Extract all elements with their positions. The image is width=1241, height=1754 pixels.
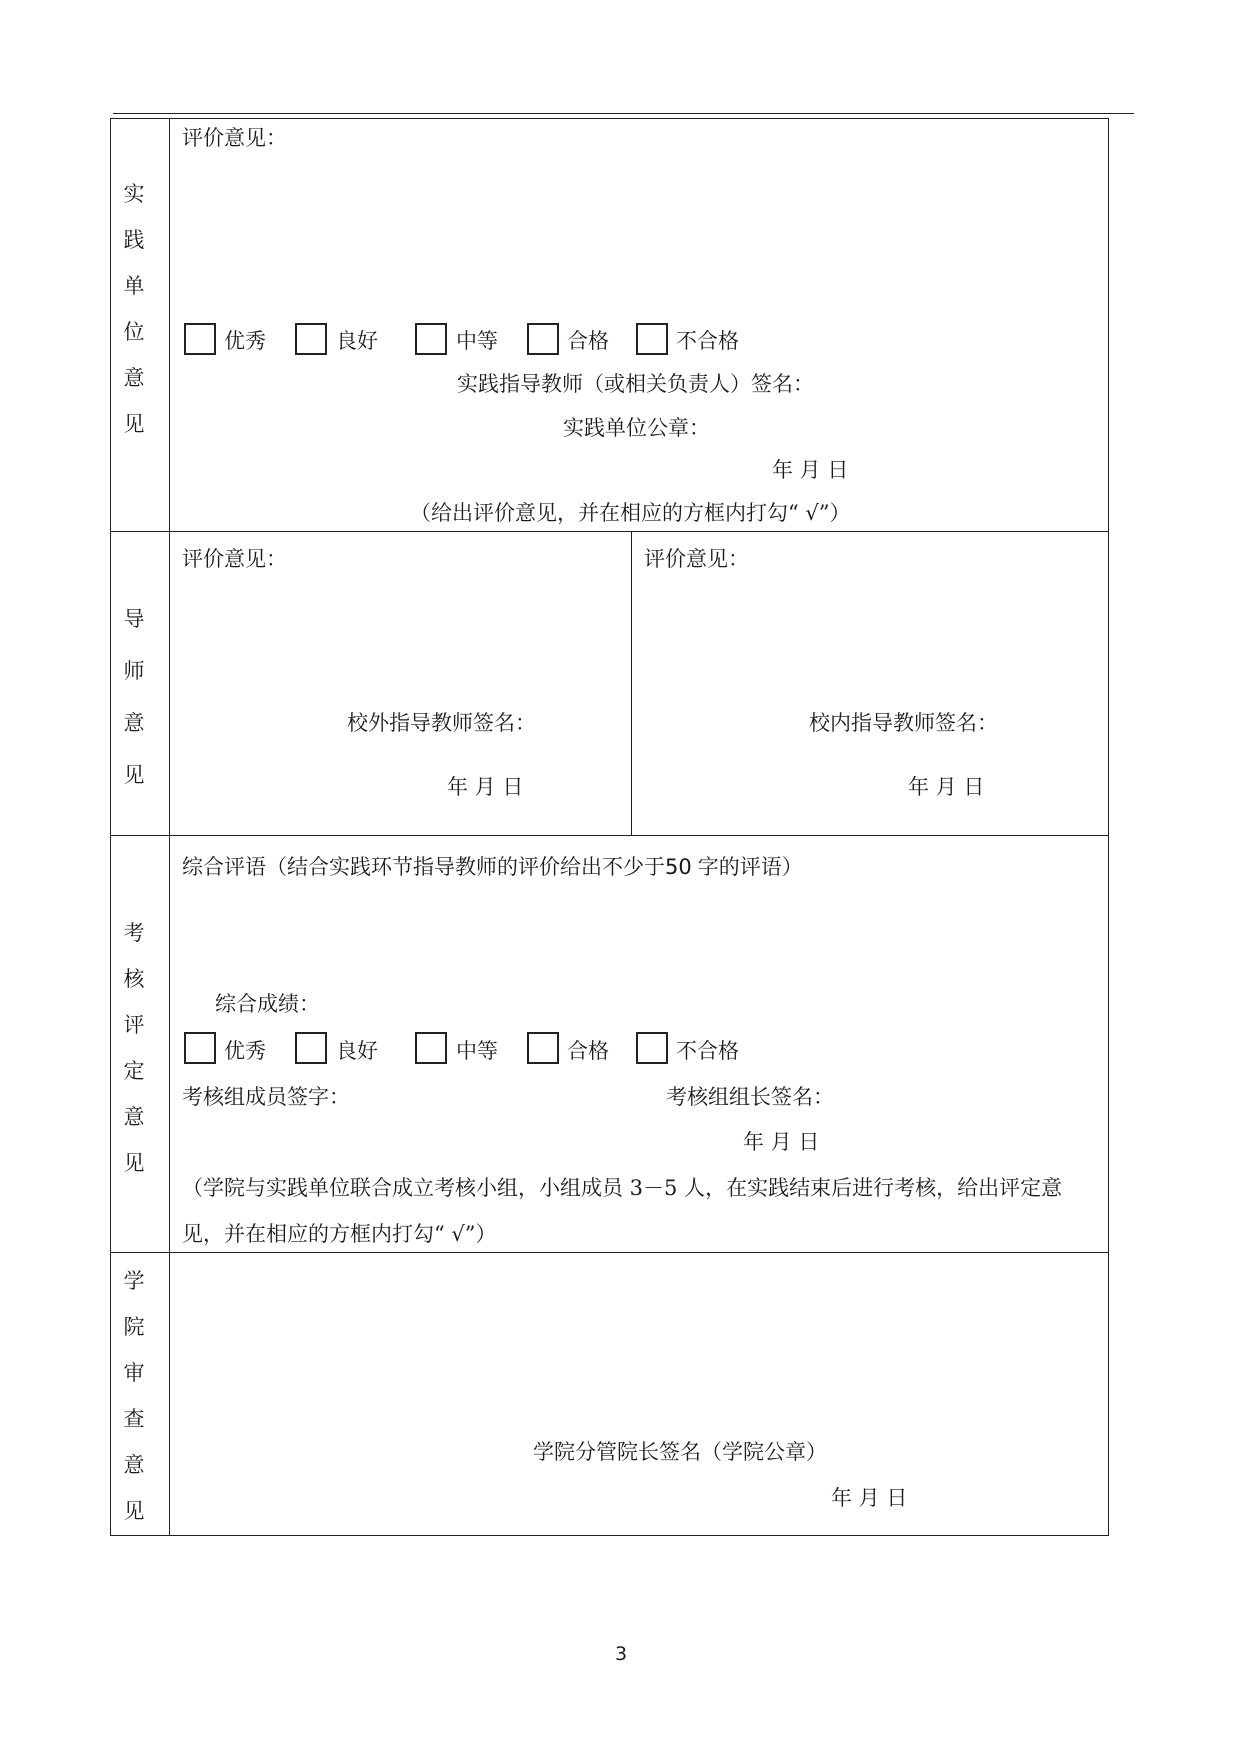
section2-left-signature: 校外指导教师签名： [347, 711, 536, 735]
section4-label-char: 意 [123, 1453, 145, 1477]
section1-note: （给出评价意见，并在相应的方框内打勾“ √”） [410, 501, 851, 525]
section4-signature: 学院分管院长签名（学院公章） [533, 1440, 827, 1464]
section1-label-char: 见 [123, 412, 145, 436]
header-rule [113, 113, 1134, 114]
section3-note-line2: 见，并在相应的方框内打勾“ √”） [182, 1222, 497, 1246]
section3-summary-number: 50 [665, 855, 692, 879]
section3-grade-checkbox-excellent[interactable] [184, 1032, 216, 1064]
row-divider-2 [110, 835, 1109, 836]
section2-right-signature: 校内指导教师签名： [809, 711, 998, 735]
section3-date: 年 月 日 [743, 1130, 820, 1154]
row-divider-1 [110, 531, 1109, 532]
section2-right-date: 年 月 日 [908, 775, 985, 799]
page-number: 3 [615, 1643, 628, 1665]
section3-label-char: 见 [123, 1151, 145, 1175]
section1-grade-checkbox-excellent[interactable] [184, 323, 216, 355]
section4-label-char: 院 [123, 1315, 145, 1339]
section2-label-char: 意 [123, 711, 145, 735]
section3-summary-suffix: 字的评语） [697, 855, 803, 879]
section3-grade-checkbox-fail[interactable] [636, 1032, 668, 1064]
section1-grade-label-pass: 合格 [567, 329, 609, 353]
section3-label-char: 定 [123, 1059, 145, 1083]
section2-left-comment-label: 评价意见： [182, 547, 287, 571]
section3-grade-checkbox-pass[interactable] [527, 1032, 559, 1064]
section3-grade-label-fail: 不合格 [676, 1039, 739, 1063]
section3-leader-signature: 考核组组长签名： [666, 1085, 834, 1109]
section1-grade-label-fail: 不合格 [676, 329, 739, 353]
section1-grade-checkbox-good[interactable] [295, 323, 327, 355]
section1-grade-checkbox-medium[interactable] [415, 323, 447, 355]
table-border-label-divider [169, 118, 170, 1536]
table-border-top [110, 118, 1109, 119]
section3-grade-checkbox-good[interactable] [295, 1032, 327, 1064]
section1-seal-line: 实践单位公章： [563, 416, 710, 440]
section3-overall-grade-label: 综合成绩： [215, 992, 320, 1016]
section2-label-char: 见 [123, 763, 145, 787]
section3-grade-checkbox-medium[interactable] [415, 1032, 447, 1064]
section4-label-char: 学 [123, 1269, 145, 1293]
section1-grade-label-excellent: 优秀 [224, 329, 266, 353]
section1-comment-label: 评价意见： [182, 126, 287, 150]
section3-grade-label-medium: 中等 [456, 1039, 498, 1063]
section3-label-char: 评 [123, 1013, 145, 1037]
section1-grade-checkbox-pass[interactable] [527, 323, 559, 355]
section4-date: 年 月 日 [831, 1486, 908, 1510]
section3-note-line1: （学院与实践单位联合成立考核小组，小组成员 3－5 人，在实践结束后进行考核，给出评定意 [182, 1176, 1063, 1200]
section2-label-char: 导 [123, 607, 145, 631]
section3-label-char: 意 [123, 1105, 145, 1129]
section1-label-char: 践 [123, 228, 145, 252]
section1-signature-line: 实践指导教师（或相关负责人）签名： [457, 372, 814, 396]
section3-summary-heading [182, 857, 803, 878]
row-divider-3 [110, 1252, 1109, 1253]
section1-grade-label-medium: 中等 [456, 329, 498, 353]
section3-grade-label-good: 良好 [336, 1039, 378, 1063]
section3-members-signature: 考核组成员签字： [182, 1085, 350, 1109]
section1-grade-label-good: 良好 [336, 329, 378, 353]
section4-label-char: 见 [123, 1499, 145, 1523]
table-border-right [1108, 118, 1109, 1536]
section4-label-char: 审 [123, 1361, 145, 1385]
section2-left-date: 年 月 日 [447, 775, 524, 799]
section4-label-char: 查 [123, 1407, 145, 1431]
section1-label-char: 意 [123, 366, 145, 390]
section1-label-char: 位 [123, 320, 145, 344]
section3-grade-label-pass: 合格 [567, 1039, 609, 1063]
section1-grade-checkbox-fail[interactable] [636, 323, 668, 355]
section1-date: 年 月 日 [772, 458, 849, 482]
section2-label-char: 师 [123, 659, 145, 683]
section2-column-divider [631, 531, 632, 835]
section3-label-char: 核 [123, 967, 145, 991]
table-border-bottom [110, 1535, 1109, 1536]
section1-label-char: 实 [123, 182, 145, 206]
section2-right-comment-label: 评价意见： [644, 547, 749, 571]
section3-label-char: 考 [123, 921, 145, 945]
section1-label-char: 单 [123, 274, 145, 298]
section3-summary-prefix: 综合评语（结合实践环节指导教师的评价给出不少于 [182, 855, 665, 879]
section3-grade-label-excellent: 优秀 [224, 1039, 266, 1063]
